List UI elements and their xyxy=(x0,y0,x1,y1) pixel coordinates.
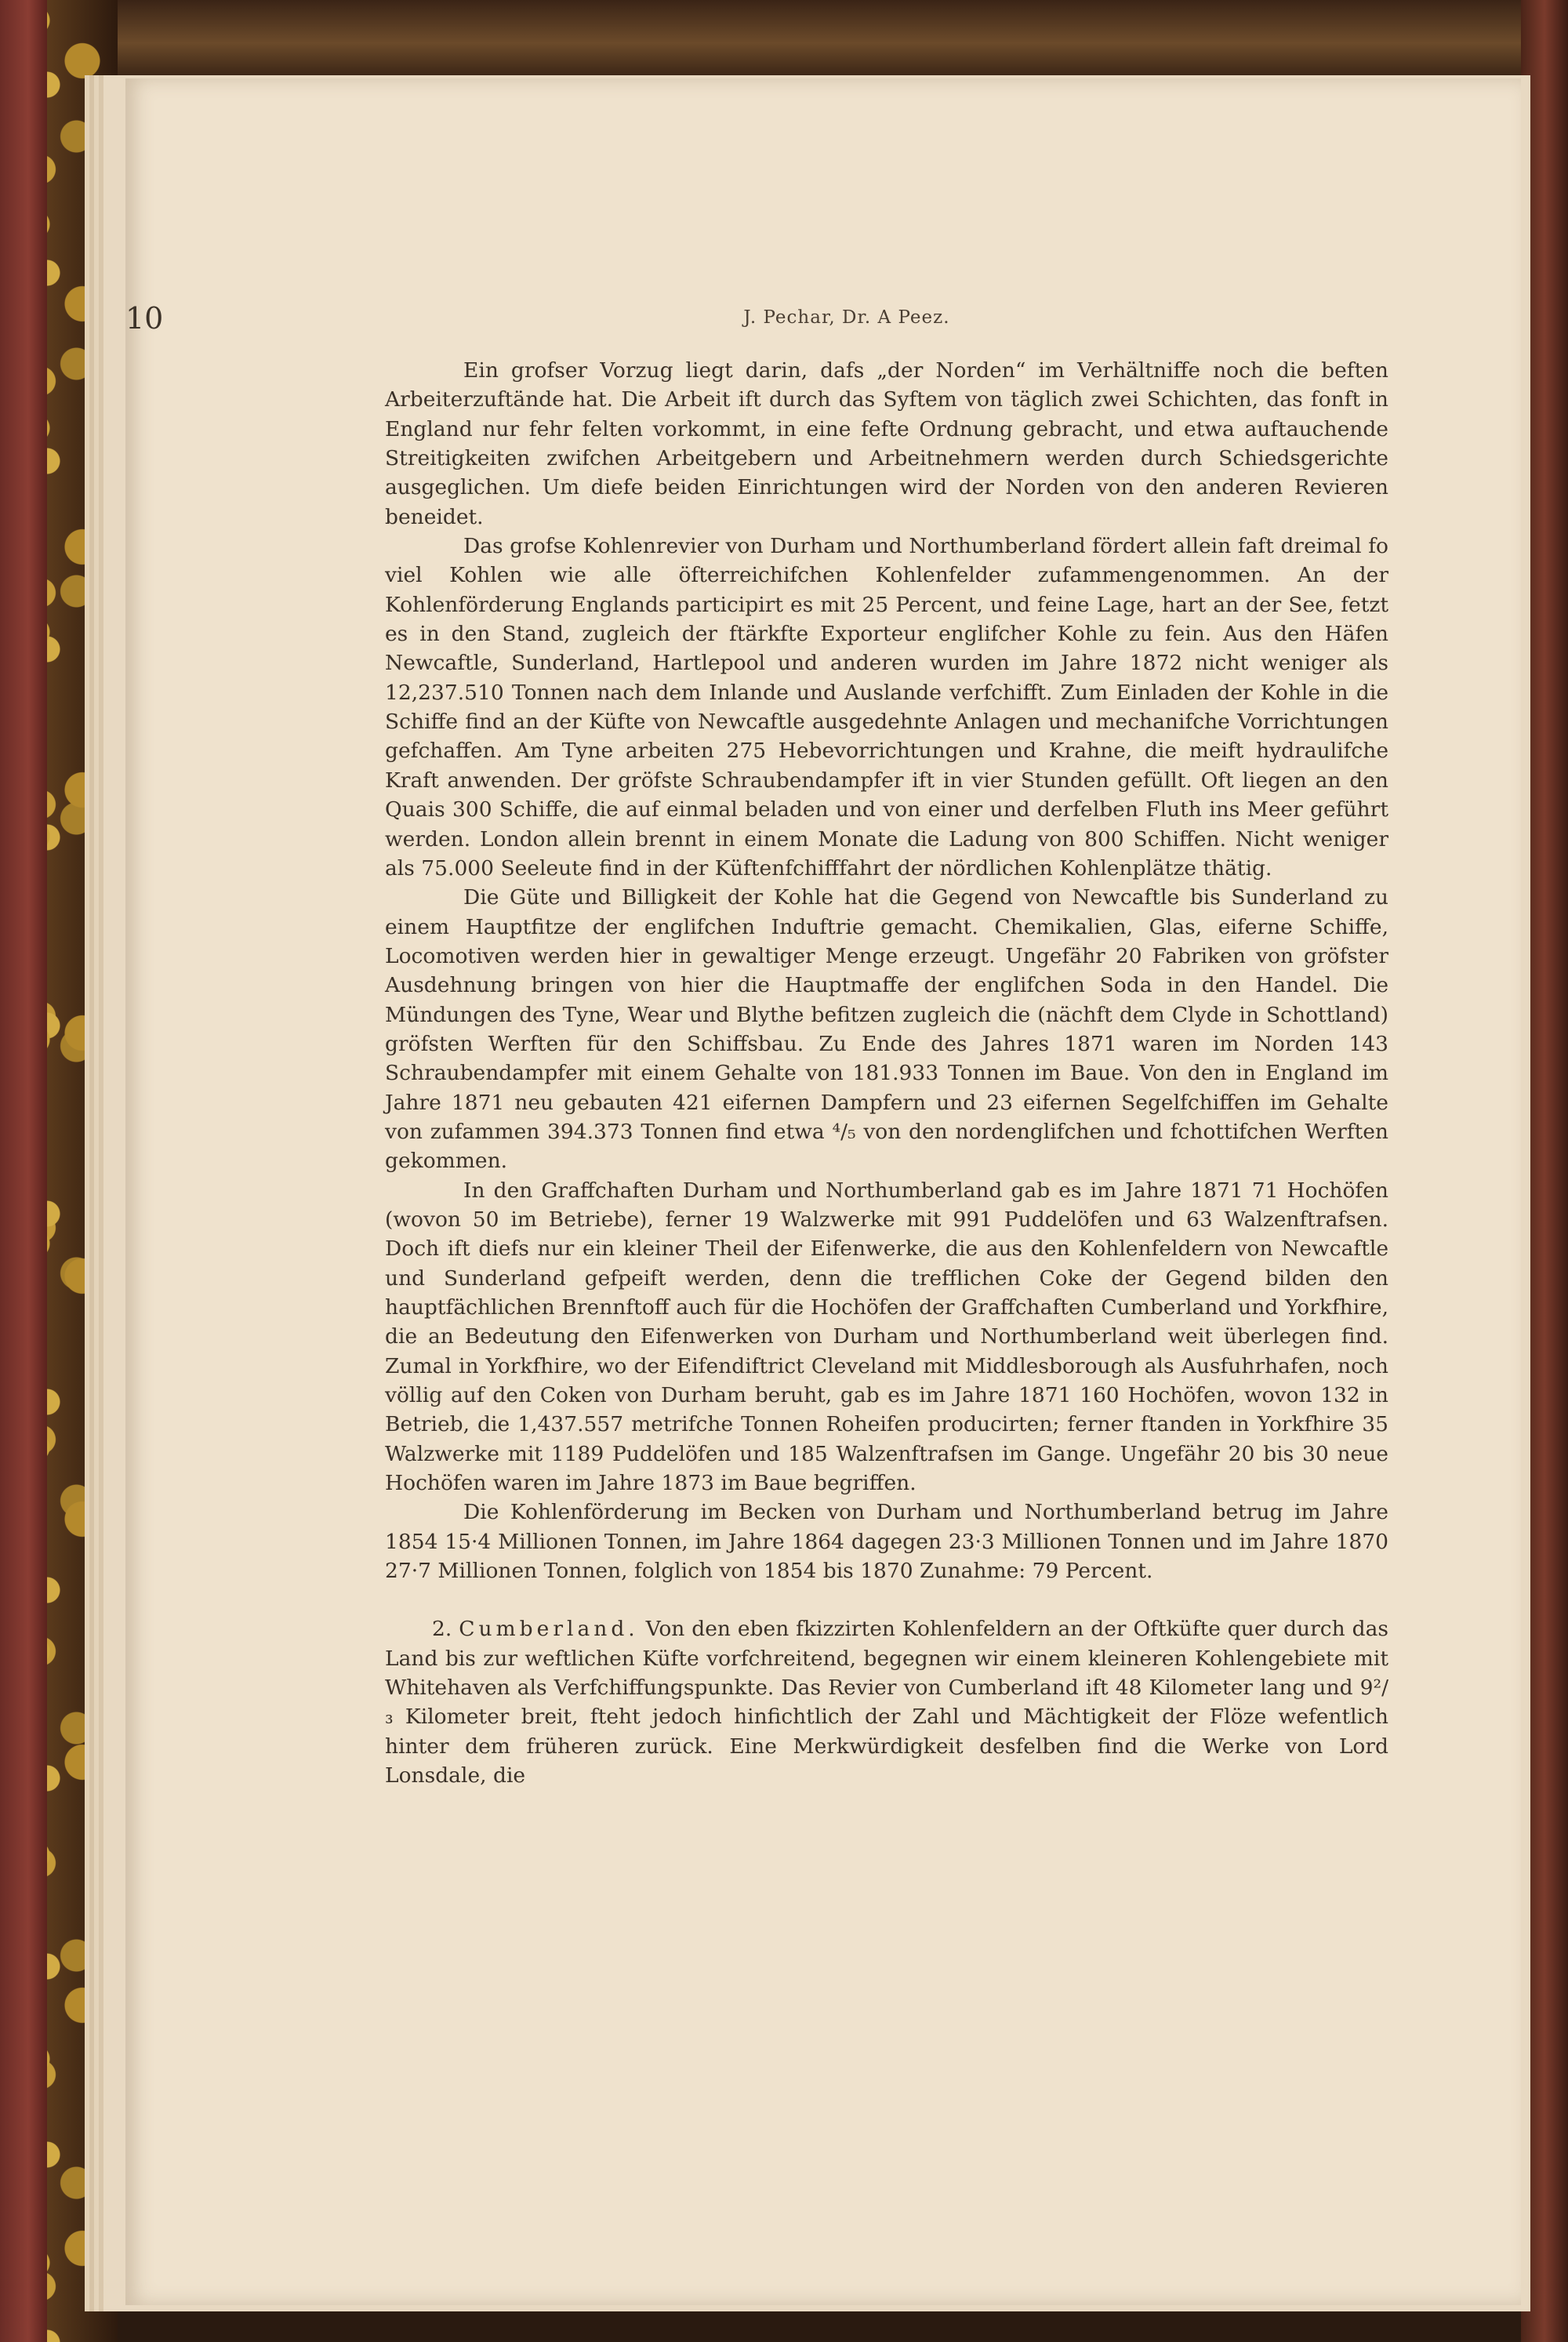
paragraph: Die Kohlenförderung im Becken von Durham und Northumberland betrug im Jahre 1854 15·4 Millionen Tonnen, im Jahre 1864 dagegen 23·3 Millionen Tonnen und im Jahre 1870 27·7 Millionen Tonnen, folglich von 1854 bis 1870 Zunahme: 79 Percent. xyxy=(385,1500,1388,1584)
running-head: J. Pechar, Dr. A Peez. xyxy=(743,307,950,328)
paragraph: Ein grofser Vorzug liegt darin, dafs „der Norden“ im Verhältniffe noch die beften Arbeiterzuftände hat. Die Arbeit ift durch das Syftem von täglich zwei Schichten, das fonft in England nur fehr felten vorkommt, in eine fefte Ordnung gebracht, und etwa auftauchende Streitigkeiten zwifchen Arbeitgebern und Arbeitnehmern werden durch Schiedsgerichte ausgeglichen. Um diefe beiden Einrichtungen wird der Norden von den anderen Revieren beneidet. xyxy=(385,358,1388,529)
section-text: Von den eben fkizzirten Kohlenfeldern an der Oftküfte quer durch das Land bis zur weftlichen Küfte vorfchreitend, begegnen wir einem kleineren Kohlengebiete mit Whitehaven als Verfchiffungspunkte. Das Revier von Cumberland ift 48 Kilometer lang und 9²/₃ Kilometer breit, fteht jedoch hinfichtlich der Zahl und Mächtigkeit der Flöze wefentlich hinter dem früheren zurück. Eine Merkwürdigkeit desfelben find die Werke von Lord Lonsdale, die xyxy=(385,1617,1388,1788)
section-title: Cumberland. xyxy=(459,1617,639,1642)
paragraph: Das grofse Kohlenrevier von Durham und Northumberland fördert allein faft dreimal fo viel Kohlen wie alle öfterreichifchen Kohlenfelder zufammengenommen. An der Kohlenförderung Englands participirt es mit 25 Percent, und feine Lage, hart an der See, fetzt es in den Stand, zugleich der ftärkfte Exporteur englifcher Kohle zu fein. Aus den Häfen Newcaftle, Sunderland, Hartlepool und anderen wurden im Jahre 1872 nicht weniger als 12,237.510 Tonnen nach dem Inlande und Auslande verfchifft. Zum Einladen der Kohle in die Schiffe find an der Küfte von Newcaftle ausgedehnte Anlagen und mechanifche Vorrichtungen gefchaffen. Am Tyne arbeiten 275 Hebevorrichtungen und Krahne, die meift hydraulifche Kraft anwenden. Der gröfste Schraubendampfer ift in vier Stunden gefüllt. Oft liegen an den Quais 300 Schiffe, die auf einmal beladen und von einer und derfelben Fluth ins Meer geführt werden. London allein brennt in einem Monate die Ladung von 800 Schiffen. Nicht weniger als 75.000 Seeleute find in der Küftenfchifffahrt der nördlichen Kohlenplätze thätig. xyxy=(385,534,1388,881)
book-top-edge xyxy=(118,0,1568,86)
book-spine-edge xyxy=(0,0,47,2342)
body-text xyxy=(385,356,1388,1791)
section-paragraph xyxy=(385,1614,1388,1790)
section-number: 2. xyxy=(432,1617,452,1642)
paragraph: In den Graffchaften Durham und Northumberland gab es im Jahre 1871 71 Hochöfen (wovon 50 im Betriebe), ferner 19 Walzwerke mit 991 Puddelöfen und 63 Walzenftrafsen. Doch ift diefs nur ein kleiner Theil der Eifenwerke, die aus den Kohlenfeldern von Newcaftle und Sunderland gefpeift werden, denn die trefflichen Coke der Gegend bilden den hauptfächlichen Brennftoff auch für die Hochöfen der Graffchaften Cumberland und Yorkfhire, die an Bedeutung den Eifenwerken von Durham und Northumberland weit überlegen find. Zumal in Yorkfhire, wo der Eifendiftrict Cleveland mit Middlesborough als Ausfuhrhafen, noch völlig auf den Coken von Durham beruht, gab es im Jahre 1871 160 Hochöfen, wovon 132 in Betrieb, die 1,437.557 metrifche Tonnen Roheifen producirten; ferner ftanden in Yorkfhire 35 Walzwerke mit 1189 Puddelöfen und 185 Walzenftrafsen im Gange. Ungefähr 20 bis 30 neue Hochöfen waren im Jahre 1873 im Baue begriffen. xyxy=(385,1178,1388,1496)
paragraph: Die Güte und Billigkeit der Kohle hat die Gegend von Newcaftle bis Sunderland zu einem Hauptfitze der englifchen Induftrie gemacht. Chemikalien, Glas, eiferne Schiffe, Locomotiven werden hier in gewaltiger Menge erzeugt. Ungefähr 20 Fabriken von gröfster Ausdehnung bringen von hier die Hauptmaffe der englifchen Soda in den Handel. Die Mündungen des Tyne, Wear und Blythe befitzen zugleich die (nächft dem Clyde in Schottland) gröfsten Werften für den Schiffsbau. Zu Ende des Jahres 1871 waren im Norden 143 Schraubendampfer mit einem Gehalte von 181.933 Tonnen im Baue. Von den in England im Jahre 1871 neu gebauten 421 eifernen Dampfern und 23 eifernen Segelfchiffen im Gehalte von zufammen 394.373 Tonnen find etwa ⁴/₅ von den nordenglifchen und fchottifchen Werften gekommen. xyxy=(385,885,1388,1174)
page-number: 10 xyxy=(125,301,164,336)
